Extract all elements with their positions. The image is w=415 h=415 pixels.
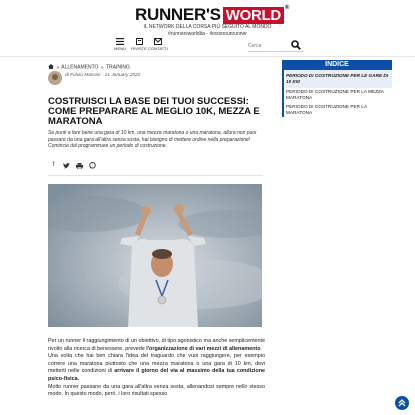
twitter-bird-shape	[63, 163, 70, 169]
whatsapp-icon[interactable]	[87, 161, 98, 170]
toc-item-mezza-maratona[interactable]: PERIODO DI COSTRUZIONE PER LA MEZZA MARATONA	[286, 88, 384, 101]
article-title: COSTRUISCI LA BASE DEI TUOI SUCCESSI: COME PREPARARE AL MEGLIO 10K, MEZZA E MARATONA	[48, 96, 260, 127]
toc-item-maratona[interactable]: PERIODO DI COSTRUZIONE PER LA MARATONA	[286, 103, 367, 116]
search-input[interactable]	[248, 41, 292, 51]
breadcrumb-separator: »	[56, 64, 60, 71]
paragraph	[48, 338, 265, 353]
text-run: Una volta che hai ben chiara l'idea del traguardo che vuoi raggiungere, per esempio correre una maratona piuttosto che una mezza maratona o una gara di 10 km, devi metterti nelle condizioni di	[48, 353, 265, 375]
bold-text: l'organizzazione di vari mezzi di allenamento	[146, 345, 261, 352]
author-avatar	[48, 71, 62, 85]
menu-label: MENU	[114, 46, 126, 51]
breadcrumb-separator: »	[100, 64, 104, 71]
share-divider	[48, 175, 263, 176]
breadcrumb-item-allenamento[interactable]: ALLENAMENTO	[61, 64, 99, 71]
contatti-button[interactable]	[148, 38, 168, 51]
runners-world-logo[interactable]	[135, 5, 289, 25]
breadcrumb-item-training[interactable]: TRAINING	[105, 64, 130, 71]
bold-text: arrivare il giorno del via al massimo della tua condizione psico-fisica.	[48, 368, 265, 382]
magazine-icon	[136, 38, 143, 45]
home-icon[interactable]	[48, 64, 54, 69]
search-underline	[248, 51, 304, 52]
facebook-icon[interactable]: f	[52, 162, 55, 168]
toc-item-10km[interactable]: PERIODO DI COSTRUZIONE PER LE GARE DI 10 KM	[286, 70, 392, 88]
chevron-up-icon	[395, 396, 409, 410]
hero-image-runner-celebrating	[48, 184, 262, 327]
toc-title: INDICE	[282, 60, 392, 70]
print-icon[interactable]	[74, 161, 85, 170]
scroll-to-top-button[interactable]	[395, 396, 409, 410]
hero-illustration	[48, 184, 262, 327]
riviste-label: RIVISTE	[131, 46, 147, 51]
menu-icon	[116, 38, 124, 45]
search-icon[interactable]	[291, 40, 301, 50]
menu-button[interactable]	[110, 38, 130, 51]
tagline: IL NETWORK DELLA CORSA PIÙ SEGUITO AL MONDO	[143, 24, 272, 30]
logo-registered-mark: ®	[284, 5, 289, 11]
article-lead: Se punti a fare bene una gara di 10 km, una mezza maratona o una maratona, allora non puoi passare da una gara all'altra senza sosta, hai bisogno di mettere ordine nella preparazione! Comincia dal programmare un periodo di costruzione.	[48, 130, 257, 150]
breadcrumb	[48, 64, 130, 71]
logo-world: WORLD	[223, 7, 284, 24]
byline: di Fulvio Massini - 21 January 2022	[65, 73, 141, 78]
riviste-button[interactable]	[129, 38, 149, 51]
contact-icon	[154, 38, 162, 45]
twitter-icon[interactable]	[61, 161, 72, 170]
site-header	[0, 0, 415, 56]
table-of-contents	[282, 60, 392, 117]
article-body	[48, 338, 265, 399]
whatsapp-shape	[89, 162, 96, 169]
printer-shape	[76, 163, 83, 169]
text-run: .	[260, 345, 262, 352]
text-run: Per un runner il raggiungimento di un obiettivo, di tipo agonistico ma anche semplicemente rivolto alla ricerca di benessere, prevede	[48, 338, 265, 352]
menu-bar	[0, 38, 415, 57]
logo-text: RUNNER'S	[135, 5, 221, 24]
paragraph: Molto runner passano da una gara all'altra senza sosta, allenandosi sempre nello stesso modo. In questo modo, però, i loro risultati spesso	[48, 383, 265, 398]
contatti-label: CONTATTI	[148, 46, 168, 51]
hashtags: #runnersworldita - #iosonounrunner	[168, 31, 247, 37]
paragraph	[48, 353, 265, 383]
toc-list	[282, 70, 392, 117]
